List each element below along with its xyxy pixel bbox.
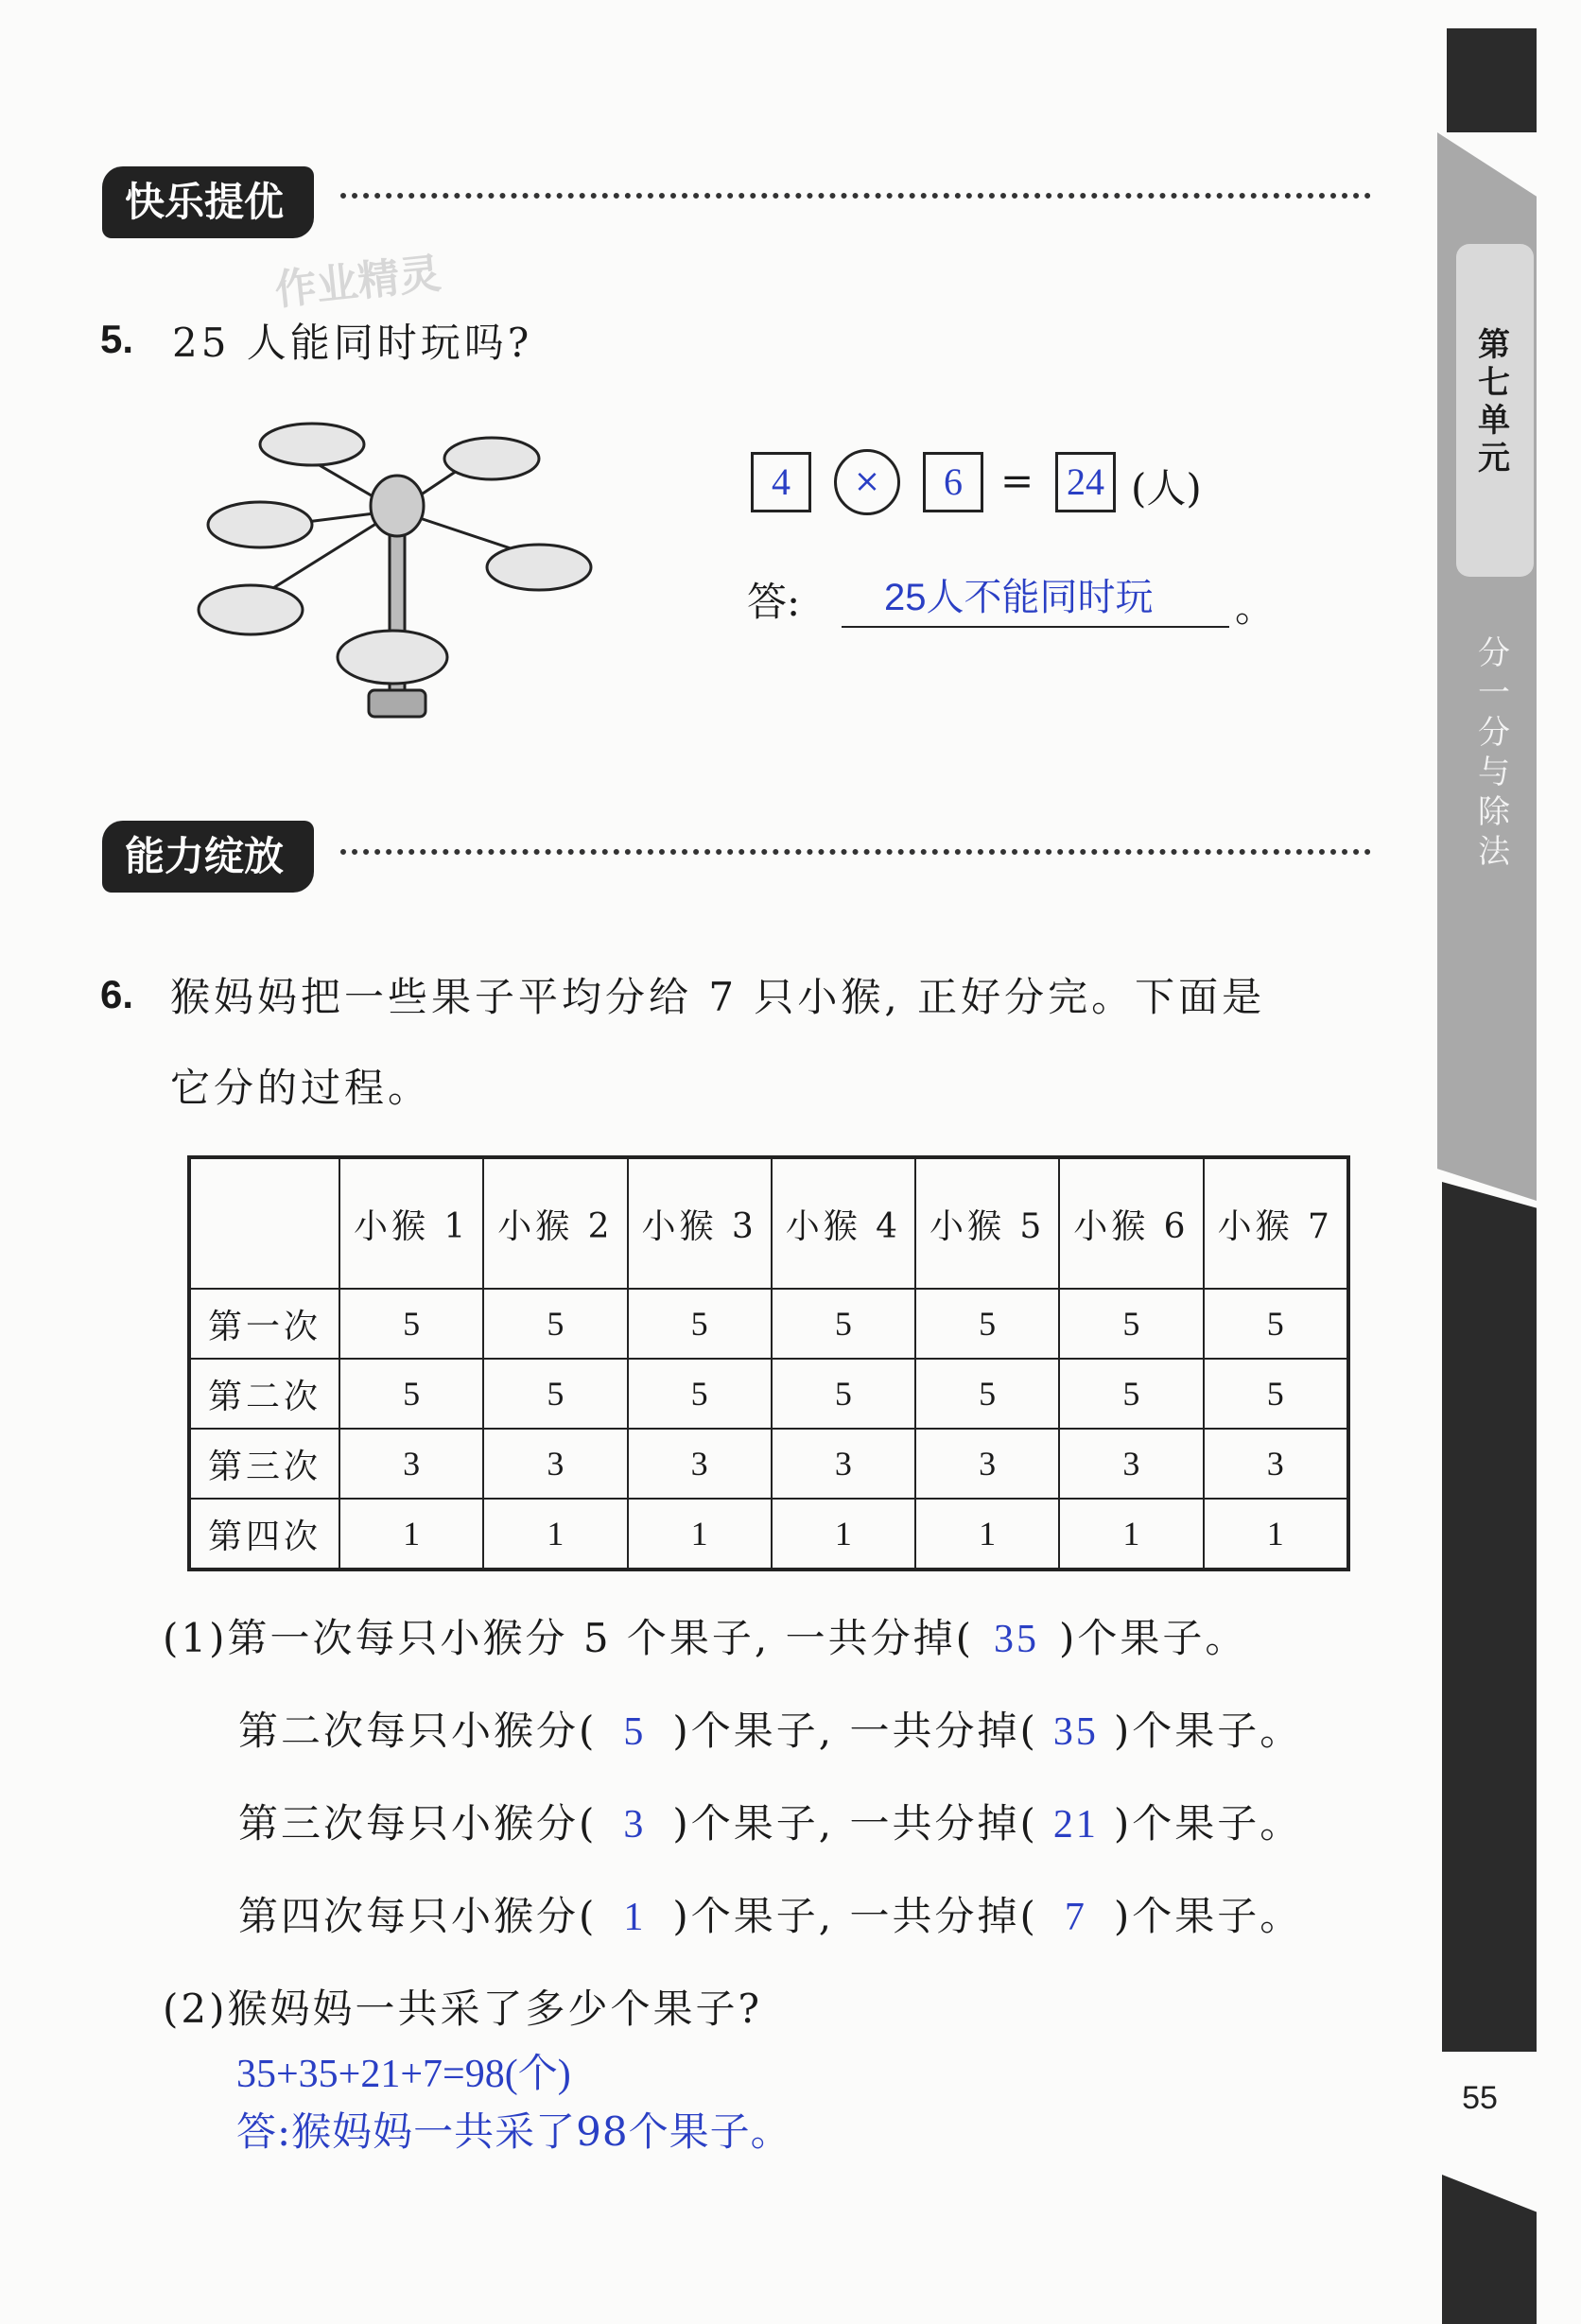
page-number: 55 [1462, 2080, 1498, 2116]
row-label: 第三次 [189, 1429, 339, 1499]
answer-label: 答: [747, 579, 801, 625]
table-row [189, 1289, 1348, 1359]
carousel-illustration [189, 416, 634, 737]
part1-line3-end: )个果子。 [1113, 1800, 1303, 1847]
section-divider-1 [340, 193, 1371, 199]
table-cell: 5 [915, 1289, 1059, 1359]
answer-5: 25人不能同时玩 [884, 577, 1154, 618]
table-row [189, 1359, 1348, 1429]
table-cell: 3 [772, 1429, 915, 1499]
table-cell: 5 [628, 1359, 772, 1429]
table-cell: 5 [628, 1289, 772, 1359]
part2-calculation: 35+35+21+7=98(个) [236, 2053, 571, 2096]
row-label: 第一次 [189, 1289, 339, 1359]
distribution-table [187, 1155, 1350, 1571]
table-cell: 5 [1204, 1359, 1349, 1429]
table-cell: 1 [1204, 1499, 1349, 1570]
equation-unit: (人) [1131, 465, 1202, 512]
row-label: 第二次 [189, 1359, 339, 1429]
side-tab-top [1447, 28, 1537, 132]
part1-line4-answer2: 7 [1064, 1896, 1087, 1939]
part1-line3-mid: )个果子, 一共分掉( [672, 1800, 1038, 1847]
equation-factor-a: 4 [751, 452, 811, 512]
table-cell: 3 [339, 1429, 483, 1499]
table-cell: 5 [915, 1359, 1059, 1429]
part1-line4-answer1: 1 [623, 1896, 647, 1939]
table-header-cell: 小猴 6 [1059, 1157, 1203, 1289]
part2-question: (2)猴妈妈一共采了多少个果子? [163, 1986, 763, 2032]
question-6-text-line1: 猴妈妈把一些果子平均分给 7 只小猴, 正好分完。下面是 [170, 974, 1266, 1020]
part1-line4-mid: )个果子, 一共分掉( [672, 1893, 1038, 1939]
table-header-cell: 小猴 3 [628, 1157, 772, 1289]
table-cell: 5 [483, 1289, 627, 1359]
table-cell: 3 [915, 1429, 1059, 1499]
part1-line2-answer2: 35 [1052, 1710, 1099, 1754]
part1-line3 [238, 1793, 1302, 1849]
table-cell: 1 [483, 1499, 627, 1570]
table-cell: 1 [628, 1499, 772, 1570]
question-5-number: 5. [100, 317, 134, 361]
table-cell: 5 [339, 1289, 483, 1359]
answer-period: 。 [1235, 584, 1276, 631]
table-row [189, 1429, 1348, 1499]
table-cell: 1 [915, 1499, 1059, 1570]
table-header-row [189, 1157, 1348, 1289]
table-header-cell: 小猴 5 [915, 1157, 1059, 1289]
equation-factor-b: 6 [923, 452, 983, 512]
part1-line3-answer1: 3 [623, 1803, 647, 1847]
table-cell: 5 [483, 1359, 627, 1429]
section-header-2: 能力绽放 [102, 821, 314, 893]
section-header-1: 快乐提优 [102, 166, 314, 238]
table-header-cell: 小猴 1 [339, 1157, 483, 1289]
table-cell: 3 [628, 1429, 772, 1499]
part1-line4 [238, 1885, 1302, 1942]
equation-operator: × [834, 449, 900, 515]
question-5-text: 25 人能同时玩吗? [172, 320, 533, 366]
part1-line4-text: 第四次每只小猴分( [238, 1893, 598, 1939]
question-6-text-line2: 它分的过程。 [170, 1065, 432, 1111]
table-cell: 3 [1059, 1429, 1203, 1499]
table-cell: 5 [1059, 1289, 1203, 1359]
table-cell: 5 [772, 1289, 915, 1359]
row-label: 第四次 [189, 1499, 339, 1570]
part1-line2-answer1: 5 [623, 1710, 647, 1754]
part1-line2-text: 第二次每只小猴分( [238, 1708, 598, 1754]
question-6-number: 6. [100, 972, 134, 1016]
part1-line3-answer2: 21 [1052, 1803, 1099, 1847]
part1-line2 [238, 1700, 1302, 1757]
table-header-cell [189, 1157, 339, 1289]
side-tab-bottom [1442, 2175, 1537, 2324]
table-cell: 3 [483, 1429, 627, 1499]
part1-line1-text: (1)第一次每只小猴分 5 个果子, 一共分掉( [163, 1615, 975, 1661]
table-header-cell: 小猴 2 [483, 1157, 627, 1289]
part1-line3-text: 第三次每只小猴分( [238, 1800, 598, 1847]
table-header-cell: 小猴 7 [1204, 1157, 1349, 1289]
part1-line4-end: )个果子。 [1113, 1893, 1303, 1939]
table-cell: 5 [1204, 1289, 1349, 1359]
table-cell: 1 [772, 1499, 915, 1570]
part1-line1 [163, 1607, 1247, 1664]
table-cell: 3 [1204, 1429, 1349, 1499]
section-divider-2 [340, 849, 1371, 855]
part1-line2-end: )个果子。 [1113, 1708, 1303, 1754]
table-header-cell: 小猴 4 [772, 1157, 915, 1289]
table-cell: 5 [1059, 1359, 1203, 1429]
table-cell: 1 [1059, 1499, 1203, 1570]
unit-label: 第七单元 [1478, 326, 1510, 477]
part1-line1-answer: 35 [994, 1618, 1040, 1661]
side-tab-dark [1442, 1182, 1537, 2052]
part1-line2-mid: )个果子, 一共分掉( [672, 1708, 1038, 1754]
equation-result: 24 [1055, 452, 1116, 512]
watermark: 作业精灵 [272, 249, 443, 316]
equation-equals: = [1000, 458, 1034, 504]
answer-underline [842, 626, 1229, 628]
part2-answer: 答:猴妈妈一共采了98个果子。 [236, 2108, 791, 2155]
table-cell: 1 [339, 1499, 483, 1570]
part1-line1-end: )个果子。 [1059, 1615, 1248, 1661]
unit-title: 分一分与除法 [1478, 634, 1510, 871]
table-row [189, 1499, 1348, 1570]
table-cell: 5 [339, 1359, 483, 1429]
table-cell: 5 [772, 1359, 915, 1429]
